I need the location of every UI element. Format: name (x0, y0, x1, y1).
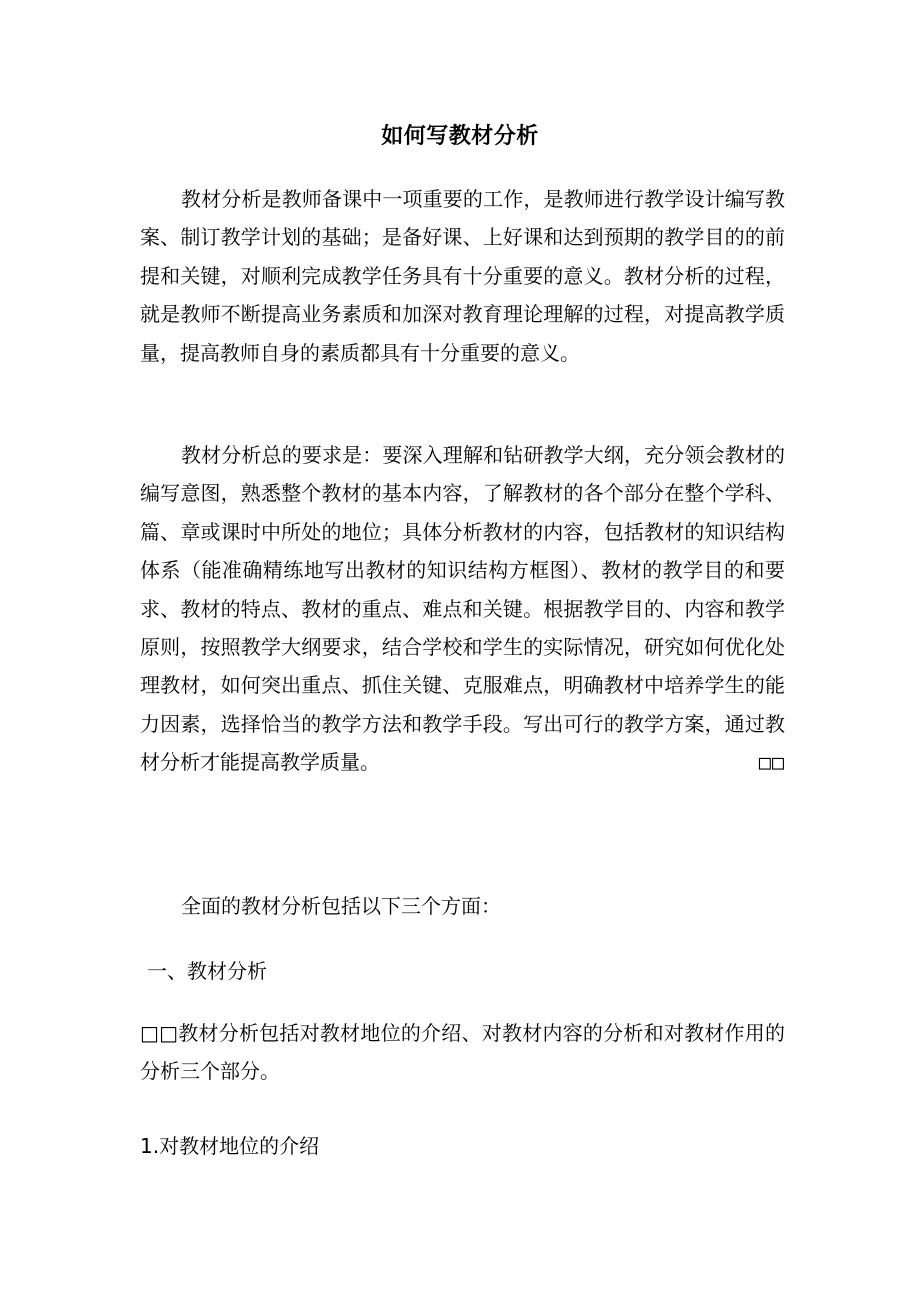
paragraph-three-aspects: 全面的教材分析包括以下三个方面： (181, 894, 501, 918)
paragraph-intro: 教材分析是教师备课中一项重要的工作，是教师进行教学设计编写教案、制订教学计划的基础；是备好课、上好课和达到预期的教学目的的前提和关键，对顺利完成教学任务具有十分重要的意义。教材分析的过程，就是教师不断提高业务素质和加深对教育理论理解的过程，对提高教学质量，提高教师自身的素质都具有十分重要的意义。 (140, 187, 785, 365)
subsection-heading-1: 1.对教材地位的介绍 (140, 1134, 320, 1158)
paragraph-requirements-text: 教材分析总的要求是：要深入理解和钻研教学大纲，充分领会教材的编写意图，熟悉整个教材的基本内容，了解教材的各个部分在整个学科、篇、章或课时中所处的地位；具体分析教材的内容，包括教材的知识结构体系（能准确精练地写出教材的知识结构方框图）、教材的教学目的和要求、教材的特点、教材的重点、难点和关键。根据教学目的、内容和教学原则，按照教学大纲要求，结合学校和学生的实际情况，研究如何优化处理教材，如何突出重点、抓住关键、克服难点，明确教材中培养学生的能力因素，选择恰当的教学方法和教学手段。写出可行的教学方案，通过教材分析才能提高教学质量。 (140, 443, 785, 775)
document-title: 如何写教材分析 (381, 124, 539, 149)
section-heading-1: 一、教材分析 (147, 959, 267, 983)
paragraph-requirements (140, 436, 785, 782)
placeholder-marks: □□ (758, 750, 785, 775)
paragraph-analysis-parts: □□教材分析包括对教材地位的介绍、对教材内容的分析和对教材作用的分析三个部分。 (140, 1021, 785, 1084)
